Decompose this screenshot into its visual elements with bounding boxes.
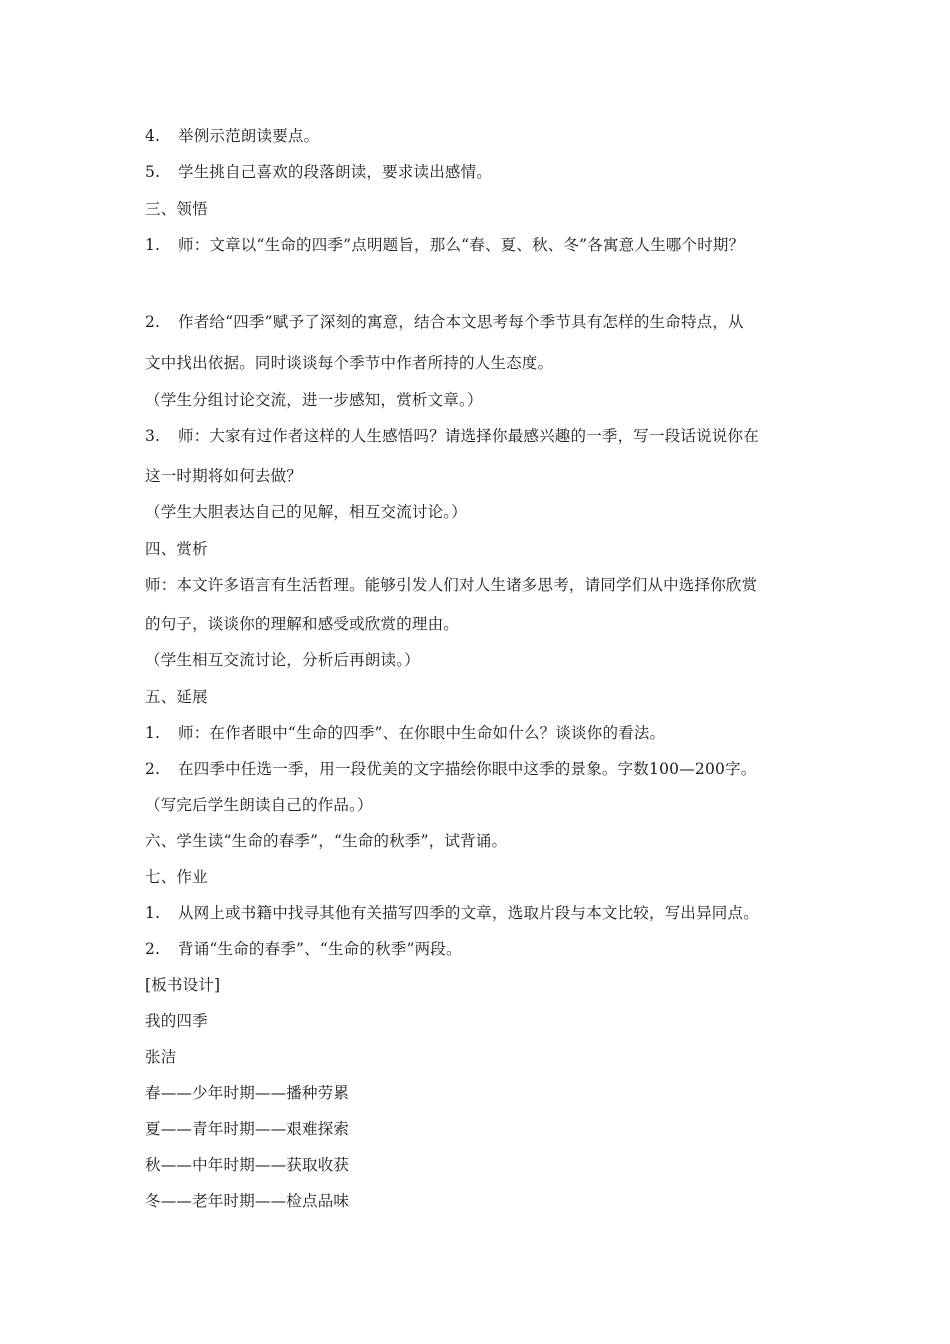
text-line	[145, 650, 420, 670]
line-text: （学生相互交流讨论，分析后再朗读。）	[145, 651, 420, 669]
section-heading	[145, 831, 507, 851]
list-number: 1.	[145, 724, 161, 742]
board-line	[145, 1083, 349, 1103]
text-line	[145, 426, 759, 446]
text-line	[145, 390, 483, 410]
line-text: 师：本文许多语言有生活哲理。能够引发人们对人生诸多思考，请同学们从中选择你欣赏	[145, 576, 758, 594]
line-text: 这一时期将如何去做？	[145, 467, 303, 485]
line-text: 从网上或书籍中找寻其他有关描写四季的文章，选取片段与本文比较，写出异同点。	[178, 904, 759, 922]
board-design-heading	[145, 975, 220, 995]
line-text: 作者给“四季”赋予了深刻的寓意，结合本文思考每个季节具有怎样的生命特点，从	[178, 313, 744, 331]
list-number: 2.	[145, 940, 161, 958]
text-line	[145, 575, 757, 595]
list-number: 1.	[145, 236, 161, 254]
line-text: 秋——中年时期——获取收获	[145, 1156, 350, 1174]
text-line	[145, 353, 553, 373]
line-text: 学生挑自己喜欢的段落朗读，要求读出感情。	[178, 163, 493, 181]
line-text: （写完后学生朗读自己的作品。）	[145, 796, 373, 814]
list-number: 3.	[145, 427, 161, 445]
text-line	[145, 502, 467, 522]
line-text: 的句子，谈谈你的理解和感受或欣赏的理由。	[145, 615, 460, 633]
line-text: 五、延展	[145, 688, 208, 706]
text-line	[145, 235, 744, 255]
board-line	[145, 1119, 349, 1139]
section-heading	[145, 199, 208, 219]
line-text: 师：在作者眼中“生命的四季”、在你眼中生命如什么？谈谈你的看法。	[178, 724, 666, 742]
list-number: 1.	[145, 904, 161, 922]
line-text: 七、作业	[145, 868, 208, 886]
line-text: 在四季中任选一季，用一段优美的文字描绘你眼中这季的景象。字数100—200字。	[178, 760, 757, 778]
section-heading	[145, 687, 208, 707]
line-text: [板书设计]	[145, 976, 221, 994]
line-text: （学生大胆表达自己的见解，相互交流讨论。）	[145, 503, 467, 521]
line-text: 举例示范朗读要点。	[178, 127, 320, 145]
line-text: 夏——青年时期——艰难探索	[145, 1120, 350, 1138]
line-text: 冬——老年时期——检点品味	[145, 1192, 350, 1210]
list-number: 2.	[145, 313, 161, 331]
list-number: 2.	[145, 760, 161, 778]
line-text: 文中找出依据。同时谈谈每个季节中作者所持的人生态度。	[145, 354, 554, 372]
text-line	[145, 614, 459, 634]
text-line	[145, 312, 744, 332]
line-text: 师：文章以“生命的四季”点明题旨，那么“春、夏、秋、冬”各寓意人生哪个时期？	[178, 236, 745, 254]
line-text: 三、领悟	[145, 200, 208, 218]
line-text: 张洁	[145, 1048, 177, 1066]
text-line	[145, 795, 373, 815]
line-text: 背诵“生命的春季”、“生命的秋季”两段。	[178, 940, 462, 958]
list-number: 4.	[145, 127, 161, 145]
line-text: 四、赏析	[145, 540, 208, 558]
text-line	[145, 939, 462, 959]
text-line	[145, 466, 302, 486]
section-heading	[145, 539, 208, 559]
text-line	[145, 723, 665, 743]
line-text: 六、学生读“生命的春季”，“生命的秋季”，试背诵。	[145, 832, 508, 850]
line-text: 春——少年时期——播种劳累	[145, 1084, 350, 1102]
line-text: 师：大家有过作者这样的人生感悟吗？请选择你最感兴趣的一季，写一段话说说你在	[178, 427, 759, 445]
line-text: （学生分组讨论交流，进一步感知，赏析文章。）	[145, 391, 483, 409]
text-line	[145, 126, 319, 146]
text-line	[145, 903, 759, 923]
text-line	[145, 162, 492, 182]
board-line	[145, 1155, 349, 1175]
line-text: 我的四季	[145, 1012, 208, 1030]
section-heading	[145, 867, 208, 887]
text-line	[145, 759, 756, 779]
board-title	[145, 1011, 208, 1031]
list-number: 5.	[145, 163, 161, 181]
board-line	[145, 1191, 349, 1211]
board-author	[145, 1047, 176, 1067]
